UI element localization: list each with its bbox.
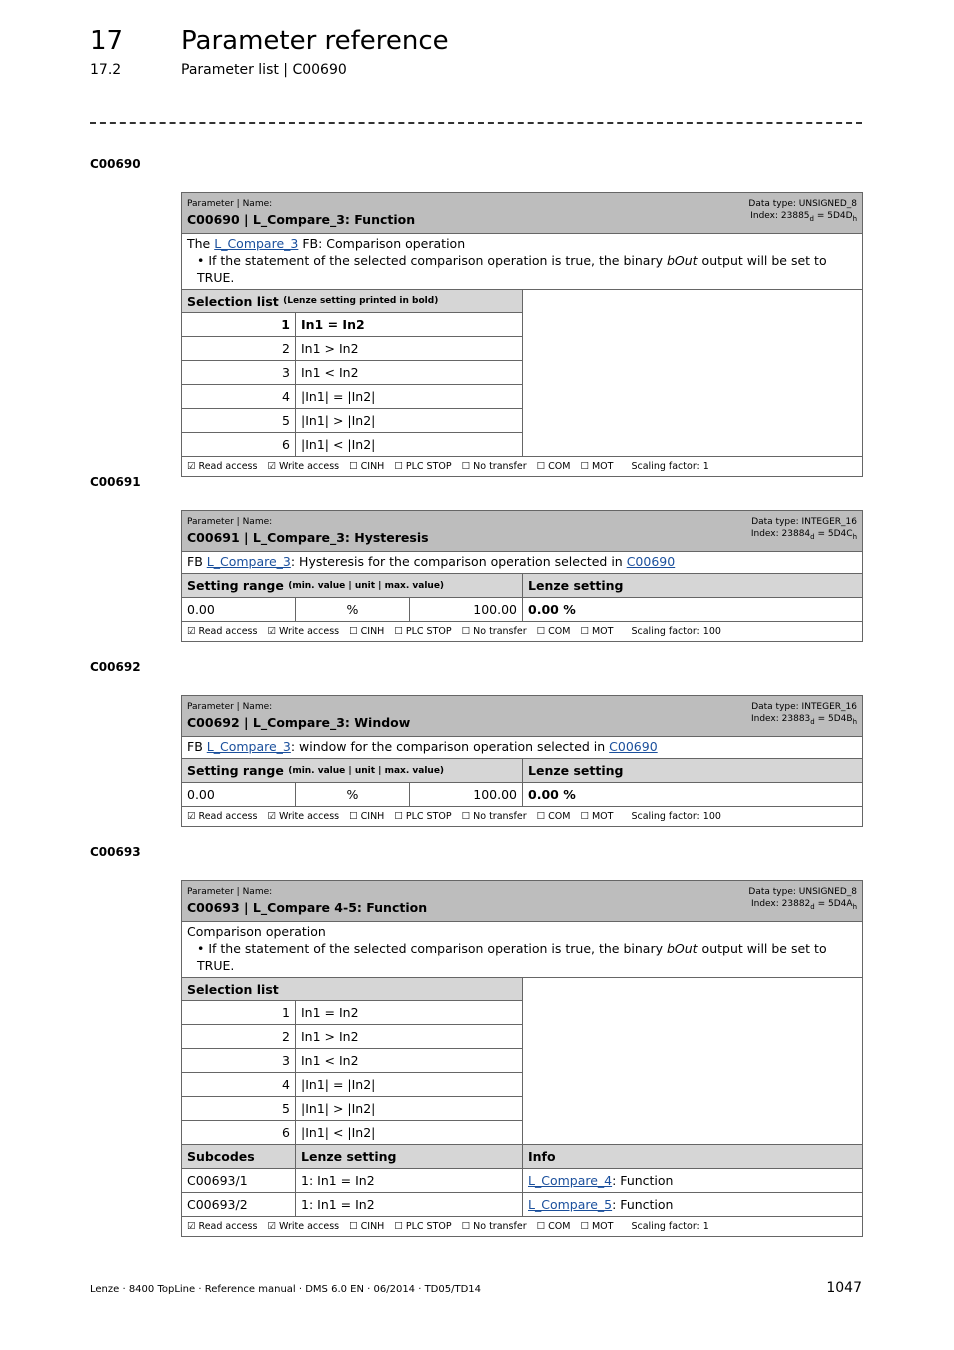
param-description: Comparison operation • If the statement of the selected comparison operation is true, the binary bOut output will be set to TRUE. bbox=[182, 922, 862, 978]
section-number: 17.2 bbox=[90, 62, 122, 78]
section-heading-c00693: C00693 bbox=[90, 845, 141, 859]
param-table-c00690 bbox=[181, 192, 863, 477]
selection-list-header: Selection list bbox=[182, 978, 522, 1001]
access-footer: ☑ Read access ☑ Write access ☐ CINH ☐ PLC STOP ☐ No transfer ☐ COM ☐ MOT Scaling factor: 1 bbox=[187, 1221, 709, 1232]
param-name: C00693 | L_Compare 4-5: Function bbox=[187, 900, 428, 915]
param-table-c00693 bbox=[181, 880, 863, 1237]
index: Index: $23884_d = 5D4C_h$ bbox=[750, 529, 857, 541]
param-description: FB L_Compare_3: Hysteresis for the comparison operation selected in C00690 bbox=[182, 552, 862, 574]
param-header bbox=[182, 193, 862, 234]
index: Index: $23883_d = 5D4B_h$ bbox=[750, 714, 857, 726]
param-header: Parameter | Name: C00693 | L_Compare 4-5: Function Data type: UNSIGNED_8 Index: $23882_d = 5D4A_h$ bbox=[182, 881, 862, 922]
param-table-c00692 bbox=[181, 695, 863, 827]
access-footer: ☑ Read access ☑ Write access ☐ CINH ☐ PLC STOP ☐ No transfer ☐ COM ☐ MOT Scaling factor: 100 bbox=[187, 811, 721, 822]
param-name: C00691 | L_Compare_3: Hysteresis bbox=[187, 530, 429, 545]
param-name-label: Parameter | Name: bbox=[187, 199, 273, 209]
header-divider bbox=[90, 108, 862, 124]
link-l-compare-3[interactable]: L_Compare_3 bbox=[206, 554, 291, 569]
selection-list bbox=[182, 290, 862, 457]
subcodes-header: Subcodes Lenze setting Info bbox=[182, 1145, 862, 1169]
list-item: 6 |In1| < |In2| bbox=[182, 1121, 522, 1144]
param-table-c00691 bbox=[181, 510, 863, 642]
param-name: C00690 | L_Compare_3: Function bbox=[187, 212, 416, 227]
link-l-compare-3[interactable]: L_Compare_3 bbox=[206, 739, 291, 754]
list-item: 2 In1 > In2 bbox=[182, 1025, 522, 1049]
param-header: Parameter | Name: C00691 | L_Compare_3: Hysteresis Data type: INTEGER_16 Index: $23884_d = 5D4C_h$ bbox=[182, 511, 862, 552]
access-footer: ☑ Read access ☑ Write access ☐ CINH ☐ PLC STOP ☐ No transfer ☐ COM ☐ MOT Scaling factor: 1 bbox=[187, 461, 709, 472]
list-item: 3 In1 < In2 bbox=[182, 1049, 522, 1073]
param-header: Parameter | Name: C00692 | L_Compare_3: Window Data type: INTEGER_16 Index: $23883_d = 5D4B_h$ bbox=[182, 696, 862, 737]
access-footer: ☑ Read access ☑ Write access ☐ CINH ☐ PLC STOP ☐ No transfer ☐ COM ☐ MOT Scaling factor: 100 bbox=[187, 626, 721, 637]
setting-range-header: Setting range (min. value | unit | max. value) Lenze setting bbox=[182, 759, 862, 783]
section-heading-c00692: C00692 bbox=[90, 660, 141, 674]
list-item: 6 |In1| < |In2| bbox=[182, 433, 522, 456]
list-item: 1 In1 = In2 bbox=[182, 1001, 522, 1025]
chapter-number: 17 bbox=[90, 26, 124, 56]
param-description: The L_Compare_3 FB: Comparison operation • If the statement of the selected comparison operation is true, the binary bOut output will be set to TRUE. bbox=[182, 234, 862, 290]
section-heading-c00691: C00691 bbox=[90, 475, 141, 489]
list-item: 2 In1 > In2 bbox=[182, 337, 522, 361]
param-name: C00692 | L_Compare_3: Window bbox=[187, 715, 411, 730]
link-c00690[interactable]: C00690 bbox=[609, 739, 658, 754]
setting-range-row: 0.00 % 100.00 0.00 % bbox=[182, 783, 862, 807]
list-item: 1 In1 = In2 bbox=[182, 313, 522, 337]
setting-range-row: 0.00 % 100.00 0.00 % bbox=[182, 598, 862, 622]
link-l-compare-3[interactable]: L_Compare_3 bbox=[214, 236, 299, 251]
page-number: 1047 bbox=[826, 1280, 862, 1296]
index: Index: $23882_d = 5D4A_h$ bbox=[750, 899, 857, 911]
chapter-title: Parameter reference bbox=[181, 26, 449, 56]
section-heading-c00690: C00690 bbox=[90, 157, 141, 171]
selection-list-header: Selection list (Lenze setting printed in bold) bbox=[182, 290, 522, 313]
list-item: 4 |In1| = |In2| bbox=[182, 1073, 522, 1097]
link-l-compare-4[interactable]: L_Compare_4 bbox=[528, 1173, 613, 1188]
data-type: Data type: UNSIGNED_8 bbox=[748, 199, 857, 209]
table-row: C00693/2 1: In1 = In2 L_Compare_5 : Function bbox=[182, 1193, 862, 1217]
selection-list bbox=[182, 978, 862, 1145]
list-item: 5 |In1| > |In2| bbox=[182, 409, 522, 433]
param-description: FB L_Compare_3: window for the comparison operation selected in C00690 bbox=[182, 737, 862, 759]
list-item: 5 |In1| > |In2| bbox=[182, 1097, 522, 1121]
table-row: C00693/1 1: In1 = In2 L_Compare_4 : Function bbox=[182, 1169, 862, 1193]
page-footer: Lenze · 8400 TopLine · Reference manual · DMS 6.0 EN · 06/2014 · TD05/TD14 bbox=[90, 1284, 482, 1295]
list-item: 3 In1 < In2 bbox=[182, 361, 522, 385]
index: Index: $23885_d = 5D4D_h$ bbox=[750, 211, 857, 223]
list-item: 4 |In1| = |In2| bbox=[182, 385, 522, 409]
link-c00690[interactable]: C00690 bbox=[626, 554, 676, 569]
section-title: Parameter list | C00690 bbox=[181, 62, 347, 78]
link-l-compare-5[interactable]: L_Compare_5 bbox=[528, 1197, 613, 1212]
setting-range-header: Setting range (min. value | unit | max. value) Lenze setting bbox=[182, 574, 862, 598]
